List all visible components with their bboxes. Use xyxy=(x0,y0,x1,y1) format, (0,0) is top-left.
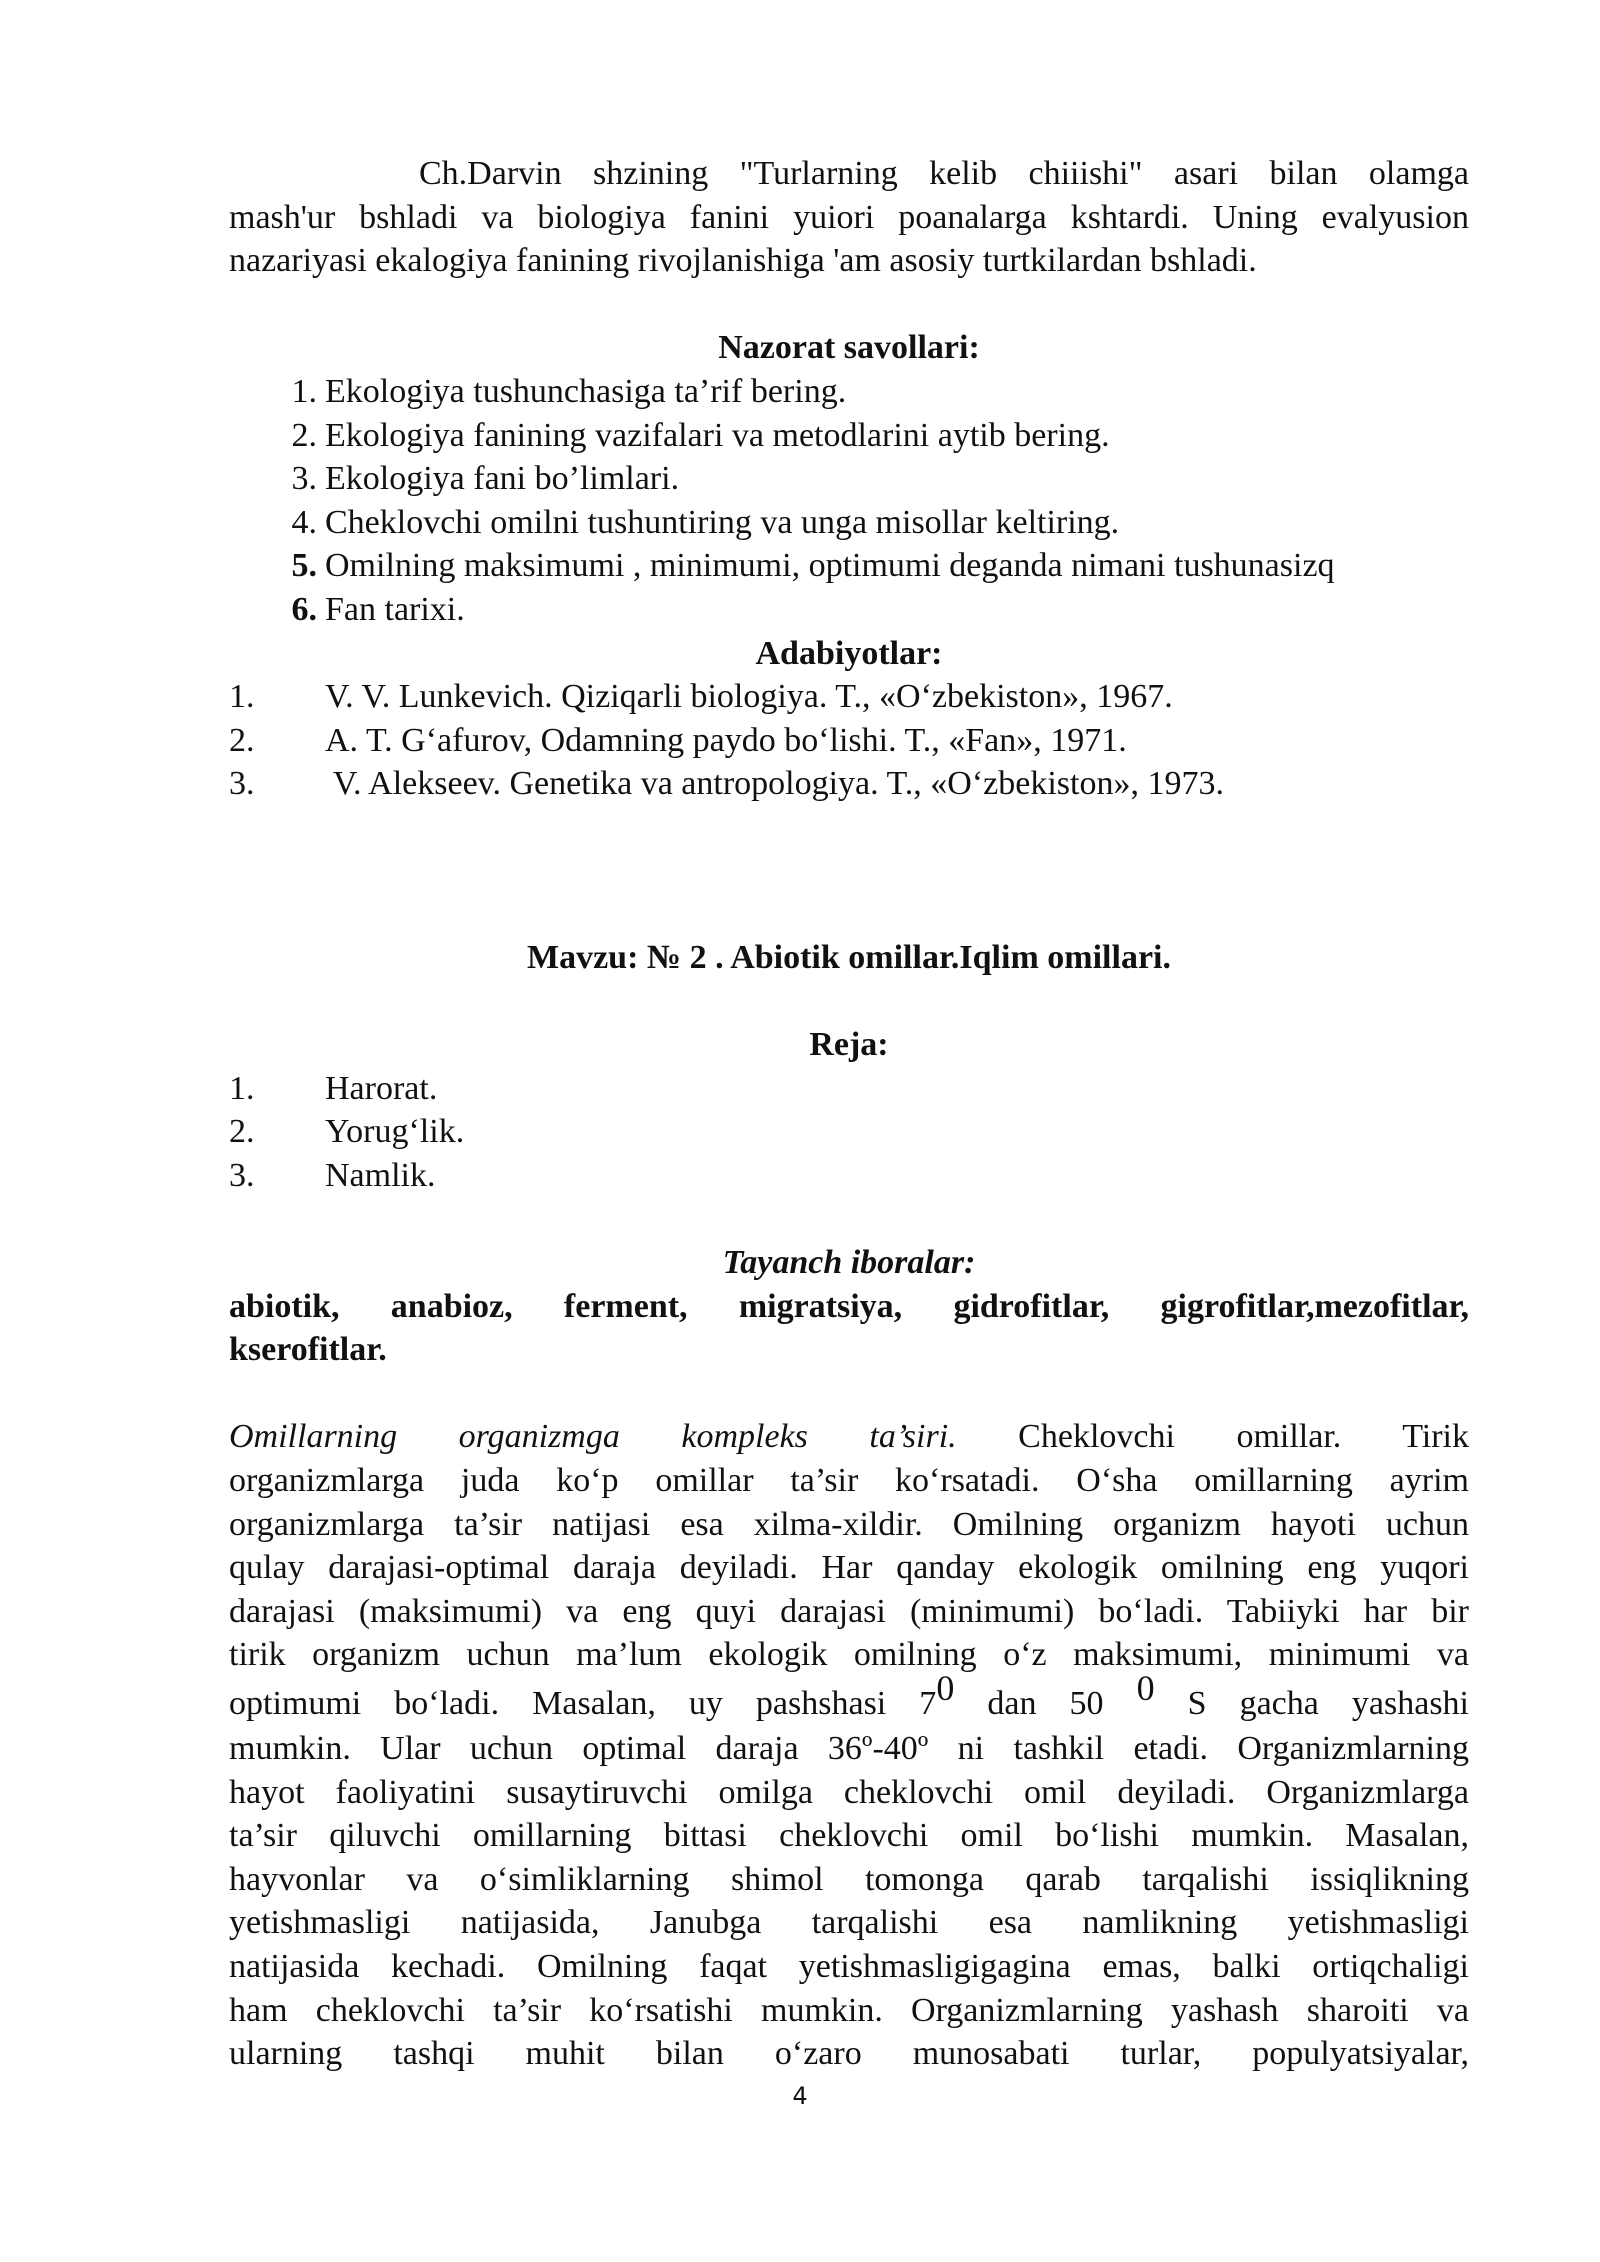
list-item xyxy=(229,544,1469,588)
item-number: 1. xyxy=(229,678,255,716)
questions-title: Nazorat savollari: xyxy=(718,329,980,367)
list-item xyxy=(229,370,1469,414)
body-line: organizmlarga ta’sir natijasi esa xilma-xildir. Omilning organizm hayoti uchun xyxy=(229,1505,1469,1543)
temp-after: S gacha yashashi xyxy=(1154,1685,1469,1722)
topic-title: Mavzu: № 2 . Abiotik omillar.Iqlim omillari. xyxy=(527,938,1171,976)
item-text: Fan tarixi. xyxy=(325,590,465,628)
list-item xyxy=(229,457,1469,501)
body-lead-italic: Omillarning organizmga kompleks ta’siri. xyxy=(229,1418,957,1456)
body-line-1-rest: Cheklovchi omillar. Tirik xyxy=(956,1418,1469,1456)
body-line: darajasi (maksimumi) va eng quyi darajasi (minimumi) bo‘ladi. Tabiiyki har bir xyxy=(229,1592,1469,1630)
spacer xyxy=(229,1197,1469,1241)
body-line: qulay darajasi-optimal daraja deyiladi. Har qanday ekologik omilning eng yuqori xyxy=(229,1549,1469,1587)
body-line: yetishmasligi natijasida, Janubga tarqalishi esa namlikning yetishmasligi xyxy=(229,1904,1469,1942)
temp-mid: dan 50 xyxy=(954,1685,1137,1722)
spacer xyxy=(229,980,1469,1024)
item-number: 3. xyxy=(229,1156,255,1194)
item-text: Ekologiya fani bo’limlari. xyxy=(325,460,680,498)
item-text: Cheklovchi omilni tushuntiring va unga misollar keltiring. xyxy=(325,503,1120,541)
body-line-temperature xyxy=(229,1668,1469,1727)
list-item xyxy=(229,762,1469,806)
list-item xyxy=(229,588,1469,632)
temp-before: optimumi bo‘ladi. Masalan, uy pashshasi 7 xyxy=(229,1685,937,1722)
body-line: tirik organizm uchun ma’lum ekologik omilning o‘z maksimumi, minimumi va xyxy=(229,1636,1469,1674)
item-number: 2. xyxy=(229,1113,255,1151)
intro-line-3: nazariyasi ekalogiya fanining rivojlanishiga 'am asosiy turtkilardan bshladi. xyxy=(229,242,1257,280)
references-title: Adabiyotlar: xyxy=(755,634,943,672)
item-number: 3. xyxy=(291,460,317,498)
intro-line-1: Ch.Darvin shzining "Turlarning kelib chiiishi" asari bilan olamga xyxy=(419,155,1469,192)
item-number: 4. xyxy=(291,503,317,541)
list-item xyxy=(229,719,1469,763)
body-line: natijasida kechadi. Omilning faqat yetishmasligigagina emas, balki ortiqchaligi xyxy=(229,1947,1469,1985)
body-line: organizmlarga juda ko‘p omillar ta’sir ko‘rsatadi. O‘sha omillarning ayrim xyxy=(229,1462,1469,1500)
body-line: ularning tashqi muhit bilan o‘zaro munosabati turlar, populyatsiyalar, xyxy=(229,2035,1469,2073)
keywords-title: Tayanch iboralar: xyxy=(722,1244,976,1282)
item-text: Ekologiya fanining vazifalari va metodlarini aytib bering. xyxy=(325,416,1110,454)
item-text: V. Alekseev. Genetika va antropologiya. T., «O‘zbekiston», 1973. xyxy=(325,765,1224,803)
item-text: Namlik. xyxy=(325,1156,436,1194)
item-text: Omilning maksimumi , minimumi, optimumi deganda nimani tushunasizq xyxy=(325,547,1335,585)
item-number: 2. xyxy=(291,416,317,454)
list-item xyxy=(229,1154,1469,1198)
list-item xyxy=(229,1110,1469,1154)
item-number: 3. xyxy=(229,765,255,803)
keywords-line-1: abiotik, anabioz, ferment, migratsiya, gidrofitlar, gigrofitlar,mezofitlar, xyxy=(229,1287,1469,1325)
item-number: 6. xyxy=(291,590,317,628)
item-text: Ekologiya tushunchasiga ta’rif bering. xyxy=(325,372,847,410)
body-line: mumkin. Ular uchun optimal daraja 36º-40º ni tashkil etadi. Organizmlarning xyxy=(229,1730,1469,1767)
list-item xyxy=(229,675,1469,719)
body-line: ta’sir qiluvchi omillarning bittasi cheklovchi omil bo‘lishi mumkin. Masalan, xyxy=(229,1817,1469,1855)
references-list xyxy=(229,675,1469,806)
body-line-1 xyxy=(229,1415,1469,1459)
item-text: Harorat. xyxy=(325,1069,438,1107)
body-line: ham cheklovchi ta’sir ko‘rsatishi mumkin. Organizmlarning yashash sharoiti va xyxy=(229,1991,1469,2029)
degree-sup-1: 0 xyxy=(936,1668,955,1708)
item-text: Yorug‘lik. xyxy=(325,1113,465,1151)
spacer xyxy=(229,806,1469,936)
page-number: 4 xyxy=(792,2082,808,2110)
list-item xyxy=(229,1067,1469,1111)
item-number: 1. xyxy=(229,1069,255,1107)
spacer xyxy=(229,1372,1469,1416)
body-line: hayot faoliyatini susaytiruvchi omilga cheklovchi omil deyiladi. Organizmlarga xyxy=(229,1773,1469,1811)
list-item xyxy=(229,414,1469,458)
degree-sup-2: 0 xyxy=(1136,1668,1155,1708)
item-text: V. V. Lunkevich. Qiziqarli biologiya. T., «O‘zbekiston», 1967. xyxy=(325,678,1173,716)
item-number: 2. xyxy=(229,721,255,759)
intro-line-2: mash'ur bshladi va biologiya fanini yuiori poanalarga kshtardi. Uning evalyusion xyxy=(229,198,1469,236)
plan-list xyxy=(229,1067,1469,1198)
item-number: 1. xyxy=(291,372,317,410)
plan-title: Reja: xyxy=(809,1026,889,1064)
page-content xyxy=(229,152,1469,2076)
keywords-line-2: kserofitlar. xyxy=(229,1331,387,1369)
item-text: A. T. G‘afurov, Odamning paydo bo‘lishi. T., «Fan», 1971. xyxy=(325,721,1127,759)
questions-list xyxy=(229,370,1469,632)
item-number: 5. xyxy=(291,547,317,585)
spacer xyxy=(229,283,1469,327)
list-item xyxy=(229,501,1469,545)
body-line: hayvonlar va o‘simliklarning shimol tomonga qarab tarqalishi issiqlikning xyxy=(229,1860,1469,1898)
